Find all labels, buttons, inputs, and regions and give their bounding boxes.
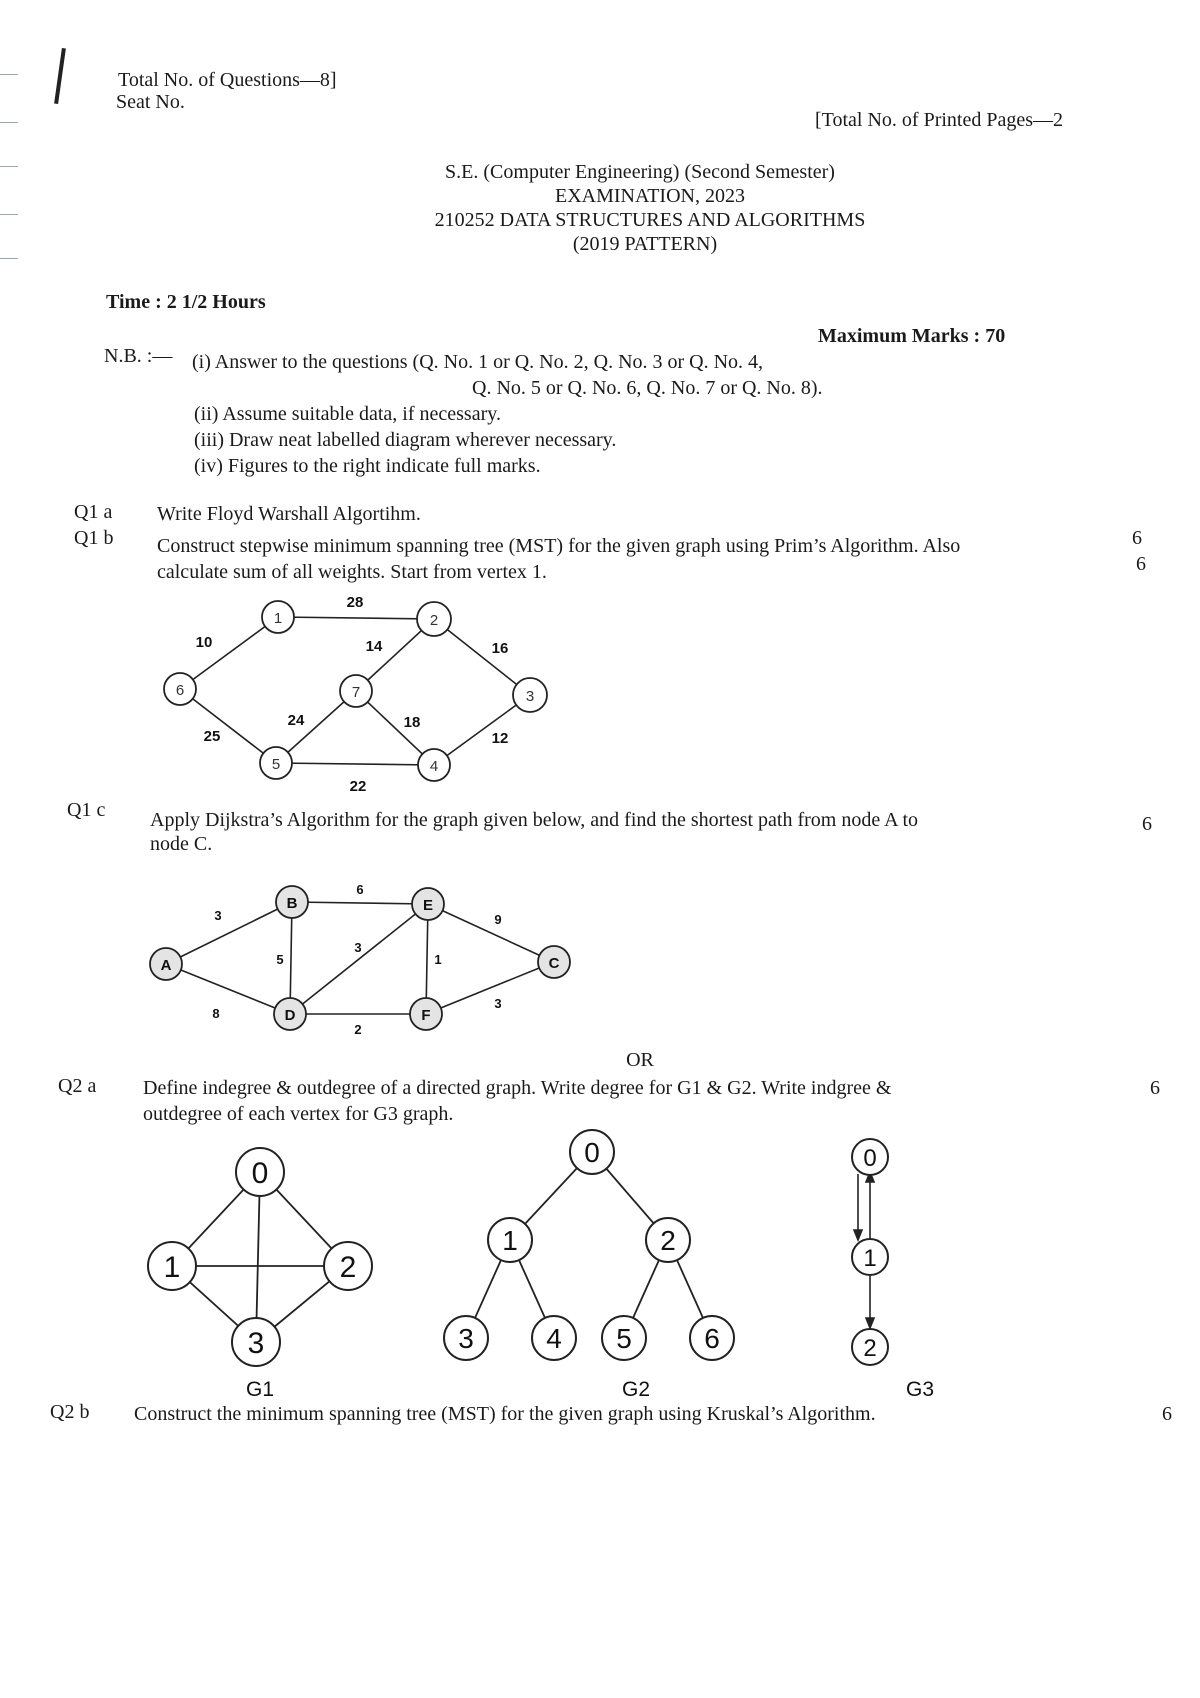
pen-stroke xyxy=(54,48,66,104)
node-label: 0 xyxy=(251,1157,269,1190)
edge-2-3 xyxy=(434,619,530,695)
edge-weight: 16 xyxy=(491,640,509,657)
node-label: 7 xyxy=(351,684,361,701)
node-label: 0 xyxy=(584,1137,600,1168)
scan-margin-mark xyxy=(0,166,18,167)
q1a-text: Write Floyd Warshall Algortihm. xyxy=(157,503,421,525)
edge-weight: 1 xyxy=(434,952,442,967)
q2a-text-1: Define indegree & outdegree of a directed graph. Write degree for G1 & G2. Write indgree & xyxy=(143,1077,892,1099)
node-label: 5 xyxy=(271,756,281,773)
scan-margin-mark xyxy=(0,258,18,259)
instruction-i-2: Q. No. 5 or Q. No. 6, Q. No. 7 or Q. No. 8). xyxy=(472,377,823,399)
exam-line-3: 210252 DATA STRUCTURES AND ALGORITHMS xyxy=(434,209,866,231)
scan-margin-mark xyxy=(0,74,18,75)
node-label: 2 xyxy=(429,612,439,629)
q2a-text-2: outdegree of each vertex for G3 graph. xyxy=(143,1103,454,1125)
node-label: 3 xyxy=(458,1323,474,1354)
prim-graph xyxy=(150,585,570,805)
edge-weight: 18 xyxy=(403,714,421,731)
exam-time: Time : 2 1/2 Hours xyxy=(106,291,266,313)
instruction-ii: (ii) Assume suitable data, if necessary. xyxy=(194,403,501,425)
edge-weight: 3 xyxy=(214,908,222,923)
nb-prefix: N.B. :— xyxy=(104,345,173,367)
q1c-label: Q1 c xyxy=(67,799,106,821)
edge-weight: 28 xyxy=(346,594,364,611)
edge-weight: 3 xyxy=(354,940,362,955)
exam-line-1: S.E. (Computer Engineering) (Second Semester) xyxy=(445,161,835,183)
edge-E-C xyxy=(428,904,554,962)
max-marks: Maximum Marks : 70 xyxy=(818,325,1006,347)
edge-weight: 2 xyxy=(354,1022,362,1037)
edge-weight: 5 xyxy=(276,952,284,967)
graph-label-g2: G2 xyxy=(621,1378,651,1401)
edge-F-C xyxy=(426,962,554,1014)
instruction-iv: (iv) Figures to the right indicate full marks. xyxy=(194,455,541,477)
q1b-text-2: calculate sum of all weights. Start from vertex 1. xyxy=(157,561,547,583)
edge-weight: 10 xyxy=(195,634,213,651)
graph-g2 xyxy=(444,1130,734,1401)
node-label: 0 xyxy=(863,1145,877,1172)
node-label: 4 xyxy=(546,1323,562,1354)
seat-no: Seat No. xyxy=(116,91,185,113)
node-label: 3 xyxy=(525,688,535,705)
printed-pages: [Total No. of Printed Pages—2 xyxy=(815,109,1064,131)
node-label: B xyxy=(286,895,298,912)
degree-graphs xyxy=(130,1130,935,1401)
exam-line-4: (2019 PATTERN) xyxy=(572,233,718,255)
node-label: F xyxy=(421,1007,431,1024)
node-label: 6 xyxy=(704,1323,720,1354)
node-label: E xyxy=(422,897,434,914)
node-label: 1 xyxy=(502,1225,518,1256)
q1c-text-1: Apply Dijkstra’s Algorithm for the graph given below, and find the shortest path from node A to xyxy=(150,809,919,831)
edge-A-D xyxy=(166,964,290,1014)
node-label: 5 xyxy=(616,1323,632,1354)
edge-weight: 8 xyxy=(212,1006,220,1021)
q2a-marks: 6 xyxy=(1150,1077,1160,1099)
or-divider: OR xyxy=(626,1049,654,1071)
node-label: 1 xyxy=(863,1245,877,1272)
edge-B-E xyxy=(292,902,428,904)
edge-5-4 xyxy=(276,763,434,765)
node-label: 2 xyxy=(660,1225,676,1256)
scan-margin-mark xyxy=(0,122,18,123)
edge-weight: 25 xyxy=(203,728,221,745)
node-label: C xyxy=(548,955,560,972)
node-label: 2 xyxy=(339,1251,357,1284)
total-questions: Total No. of Questions—8] xyxy=(118,69,337,91)
q1a-marks: 6 xyxy=(1132,527,1142,549)
edge-weight: 6 xyxy=(356,882,364,897)
edge-weight: 24 xyxy=(287,712,305,729)
node-label: A xyxy=(160,957,172,974)
edge-weight: 12 xyxy=(491,730,509,747)
scan-margin-mark xyxy=(0,214,18,215)
edge-1-6 xyxy=(180,617,278,689)
node-label: 3 xyxy=(247,1327,265,1360)
exam-line-2: EXAMINATION, 2023 xyxy=(555,185,745,207)
instruction-iii: (iii) Draw neat labelled diagram wherever necessary. xyxy=(194,429,617,451)
node-label: 4 xyxy=(429,758,439,775)
edge-weight: 3 xyxy=(494,996,502,1011)
q1b-marks: 6 xyxy=(1136,553,1146,575)
graph-label-g3: G3 xyxy=(905,1378,935,1401)
graph-g3 xyxy=(852,1139,934,1401)
q1b-text-1: Construct stepwise minimum spanning tree (MST) for the given graph using Prim’s Algorithm. Also xyxy=(157,535,961,557)
edge-D-E xyxy=(290,904,428,1014)
dijkstra-graph xyxy=(140,880,600,1040)
graph-label-g1: G1 xyxy=(245,1378,275,1401)
instruction-i-1: (i) Answer to the questions (Q. No. 1 or Q. No. 2, Q. No. 3 or Q. No. 4, xyxy=(192,351,764,373)
q1a-label: Q1 a xyxy=(74,501,113,523)
q1c-text-2: node C. xyxy=(150,833,213,855)
edge-weight: 9 xyxy=(494,912,502,927)
node-label: D xyxy=(284,1007,296,1024)
q2a-label: Q2 a xyxy=(58,1075,97,1097)
edge-1-2 xyxy=(278,617,434,619)
node-label: 6 xyxy=(175,682,185,699)
graph-g1 xyxy=(148,1148,372,1401)
q1c-marks: 6 xyxy=(1142,813,1152,835)
q2b-text: Construct the minimum spanning tree (MST) for the given graph using Kruskal’s Algorithm. xyxy=(134,1403,876,1425)
q2b-marks: 6 xyxy=(1162,1403,1172,1425)
q1b-label: Q1 b xyxy=(74,527,114,549)
node-label: 1 xyxy=(273,610,283,627)
edge-6-5 xyxy=(180,689,276,763)
node-label: 1 xyxy=(163,1251,181,1284)
q2b-label: Q2 b xyxy=(50,1401,90,1423)
edge-A-B xyxy=(166,902,292,964)
edge-weight: 14 xyxy=(365,638,383,655)
edge-weight: 22 xyxy=(349,778,367,795)
node-label: 2 xyxy=(863,1335,877,1362)
